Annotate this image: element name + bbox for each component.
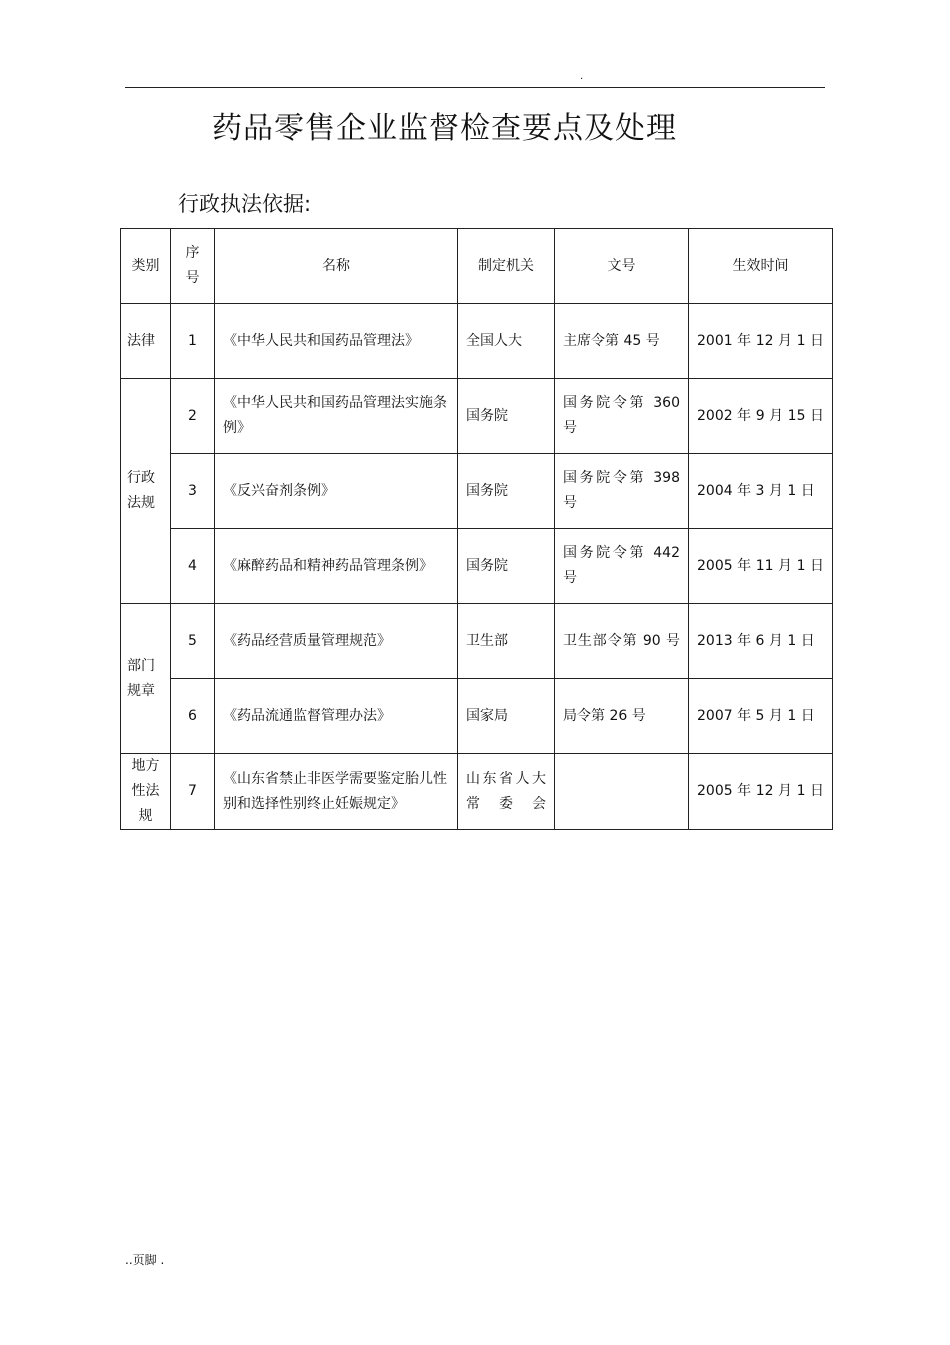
authority-cell: 国务院 [458,454,555,529]
seq-cell: 7 [171,754,215,830]
table-header-row [121,229,833,304]
name-cell: 《麻醉药品和精神药品管理条例》 [215,529,458,604]
doc-no-cell: 国务院令第 360 号 [555,379,689,454]
name-cell: 《药品流通监督管理办法》 [215,679,458,754]
header-authority: 制定机关 [458,229,555,304]
header-seq: 序 号 [171,229,215,304]
doc-no-cell [555,754,689,830]
doc-no-cell: 局令第 26 号 [555,679,689,754]
doc-no-cell: 主席令第 45 号 [555,304,689,379]
table-row [121,604,833,679]
authority-cell: 全国人大 [458,304,555,379]
doc-no-cell: 国务院令第 398 号 [555,454,689,529]
effective-cell: 2005 年 12 月 1 日 [689,754,833,830]
table-row [121,304,833,379]
header-name: 名称 [215,229,458,304]
page-title: 药品零售企业监督检查要点及处理 [212,111,677,146]
category-cell-dept-rule: 部门 规章 [121,604,171,754]
category-cell-admin-reg: 行政 法规 [121,379,171,604]
section-heading: 行政执法依据: [178,192,312,216]
authority-cell: 国家局 [458,679,555,754]
header-rule [125,87,825,88]
header-category: 类别 [121,229,171,304]
category-cell-local-reg: 地方 性法 规 [121,754,171,830]
table-row [121,454,833,529]
effective-cell: 2013 年 6 月 1 日 [689,604,833,679]
name-cell: 《山东省禁止非医学需要鉴定胎儿性别和选择性别终止妊娠规定》 [215,754,458,830]
doc-no-cell: 卫生部令第 90 号 [555,604,689,679]
effective-cell: 2001 年 12 月 1 日 [689,304,833,379]
name-cell: 《反兴奋剂条例》 [215,454,458,529]
name-cell: 《中华人民共和国药品管理法实施条例》 [215,379,458,454]
effective-cell: 2004 年 3 月 1 日 [689,454,833,529]
authority-cell: 卫生部 [458,604,555,679]
seq-cell: 4 [171,529,215,604]
authority-cell: 国务院 [458,529,555,604]
name-cell: 《中华人民共和国药品管理法》 [215,304,458,379]
doc-no-cell: 国务院令第 442 号 [555,529,689,604]
seq-cell: 2 [171,379,215,454]
authority-cell: 山东省人大常委会 [458,754,555,830]
legal-basis-table [120,228,833,830]
authority-cell: 国务院 [458,379,555,454]
header-doc-no: 文号 [555,229,689,304]
seq-cell: 6 [171,679,215,754]
seq-cell: 1 [171,304,215,379]
effective-cell: 2002 年 9 月 15 日 [689,379,833,454]
page-footer: ..页脚 . [125,1253,165,1267]
header-mark: . [580,71,584,82]
seq-cell: 5 [171,604,215,679]
table-row [121,754,833,830]
header-effective: 生效时间 [689,229,833,304]
effective-cell: 2007 年 5 月 1 日 [689,679,833,754]
seq-cell: 3 [171,454,215,529]
table-row [121,679,833,754]
table-row [121,529,833,604]
name-cell: 《药品经营质量管理规范》 [215,604,458,679]
category-cell-law: 法律 [121,304,171,379]
table-row [121,379,833,454]
effective-cell: 2005 年 11 月 1 日 [689,529,833,604]
